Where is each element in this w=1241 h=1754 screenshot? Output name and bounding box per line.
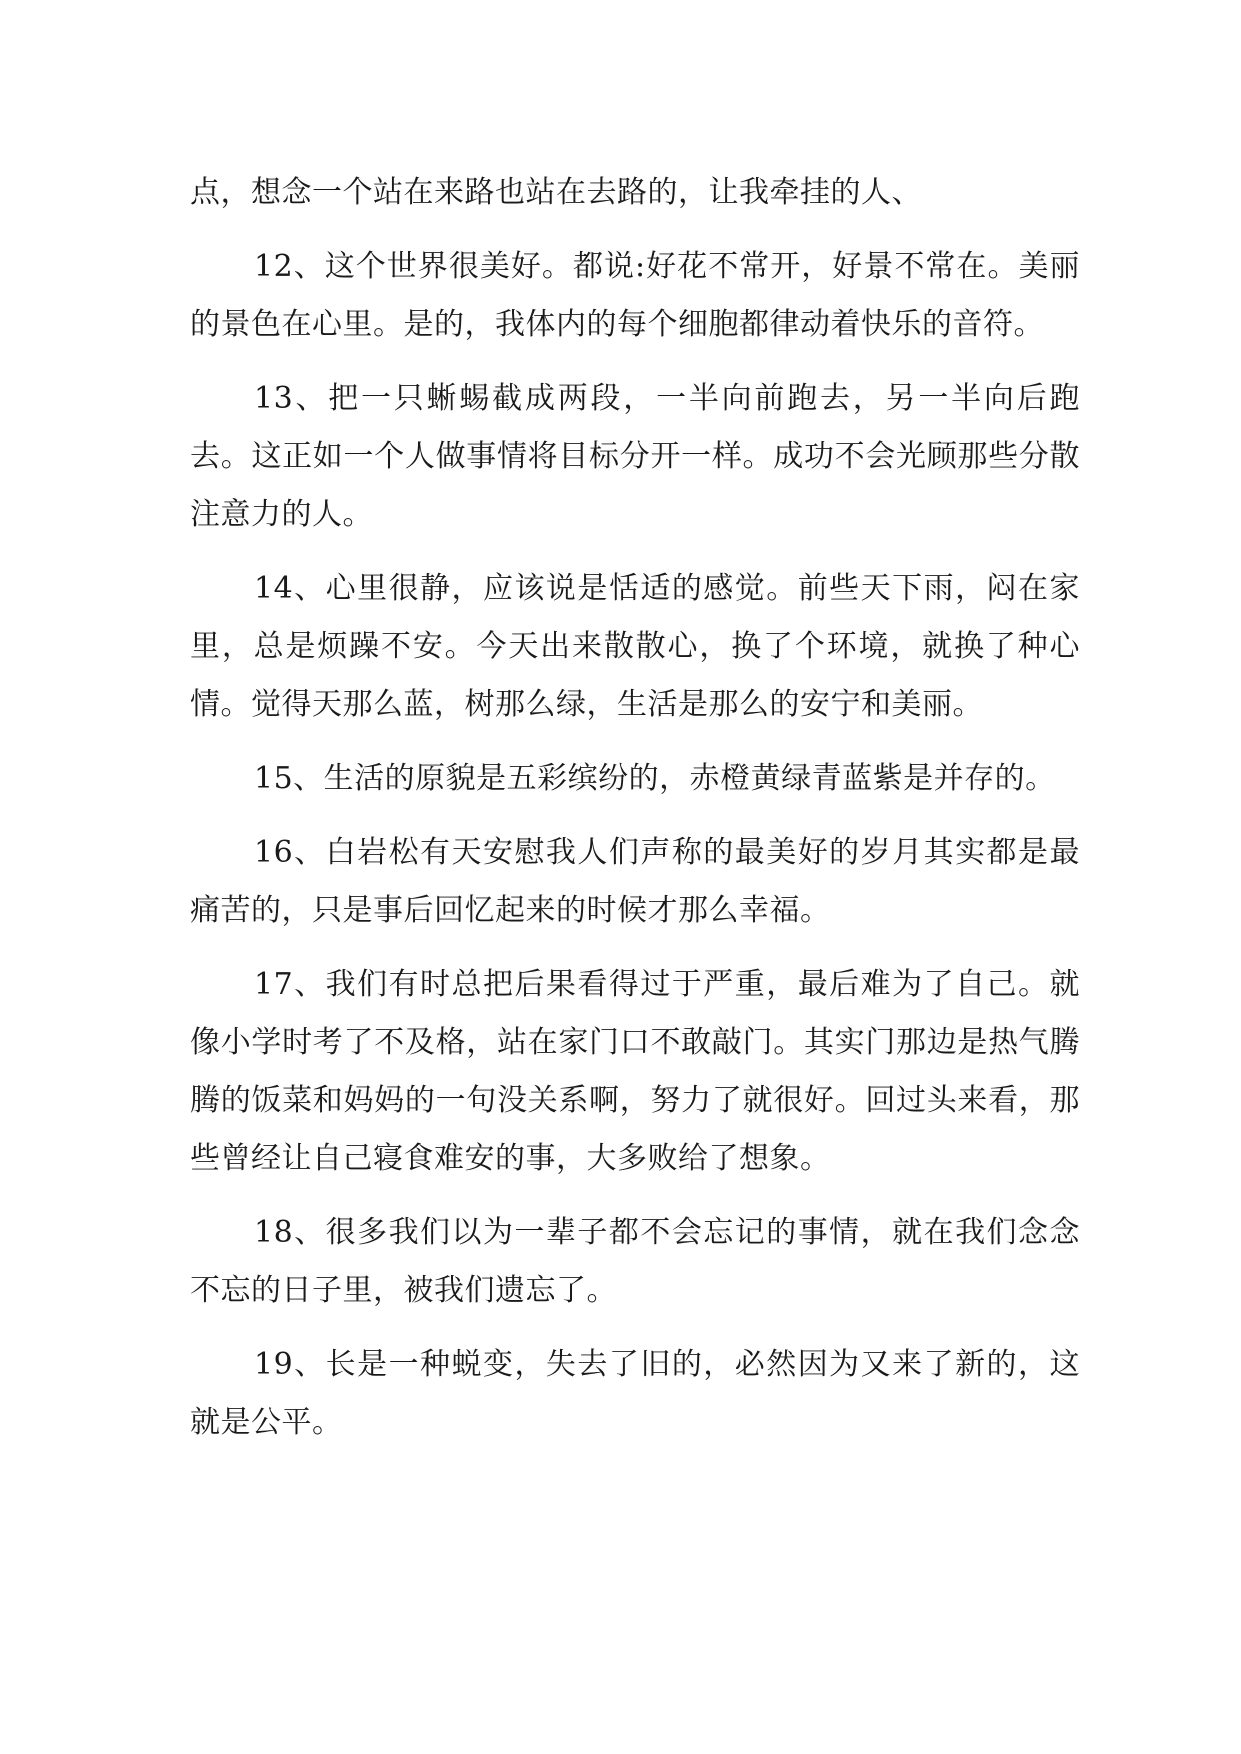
paragraph-16: 16、白岩松有天安慰我人们声称的最美好的岁月其实都是最痛苦的，只是事后回忆起来的时候才那么幸福。: [190, 835, 1080, 928]
paragraph-12: 12、这个世界很美好。都说:好花不常开，好景不常在。美丽的景色在心里。是的，我体内的每个细胞都律动着快乐的音符。: [190, 249, 1080, 342]
paragraph-18: 18、很多我们以为一辈子都不会忘记的事情，就在我们念念不忘的日子里，被我们遗忘了。: [190, 1215, 1080, 1308]
paragraph-13: 13、把一只蜥蜴截成两段，一半向前跑去，另一半向后跑去。这正如一个人做事情将目标分开一样。成功不会光顾那些分散注意力的人。: [190, 381, 1080, 532]
paragraph-19: 19、长是一种蜕变，失去了旧的，必然因为又来了新的，这就是公平。: [190, 1347, 1080, 1440]
paragraph-17: 17、我们有时总把后果看得过于严重，最后难为了自己。就像小学时考了不及格，站在家门口不敢敲门。其实门那边是热气腾腾的饭菜和妈妈的一句没关系啊，努力了就很好。回过头来看，那些曾经让自己寝食难安的事，大多败给了想象。: [190, 967, 1080, 1176]
paragraph-15: 15、生活的原貌是五彩缤纷的，赤橙黄绿青蓝紫是并存的。: [254, 761, 1056, 796]
paragraph-14: 14、心里很静，应该说是恬适的感觉。前些天下雨，闷在家里，总是烦躁不安。今天出来散散心，换了个环境，就换了种心情。觉得天那么蓝，树那么绿，生活是那么的安宁和美丽。: [190, 571, 1080, 722]
paragraph-continuation: 点，想念一个站在来路也站在去路的，让我牵挂的人、: [190, 175, 922, 210]
document-body: [190, 164, 1080, 1468]
